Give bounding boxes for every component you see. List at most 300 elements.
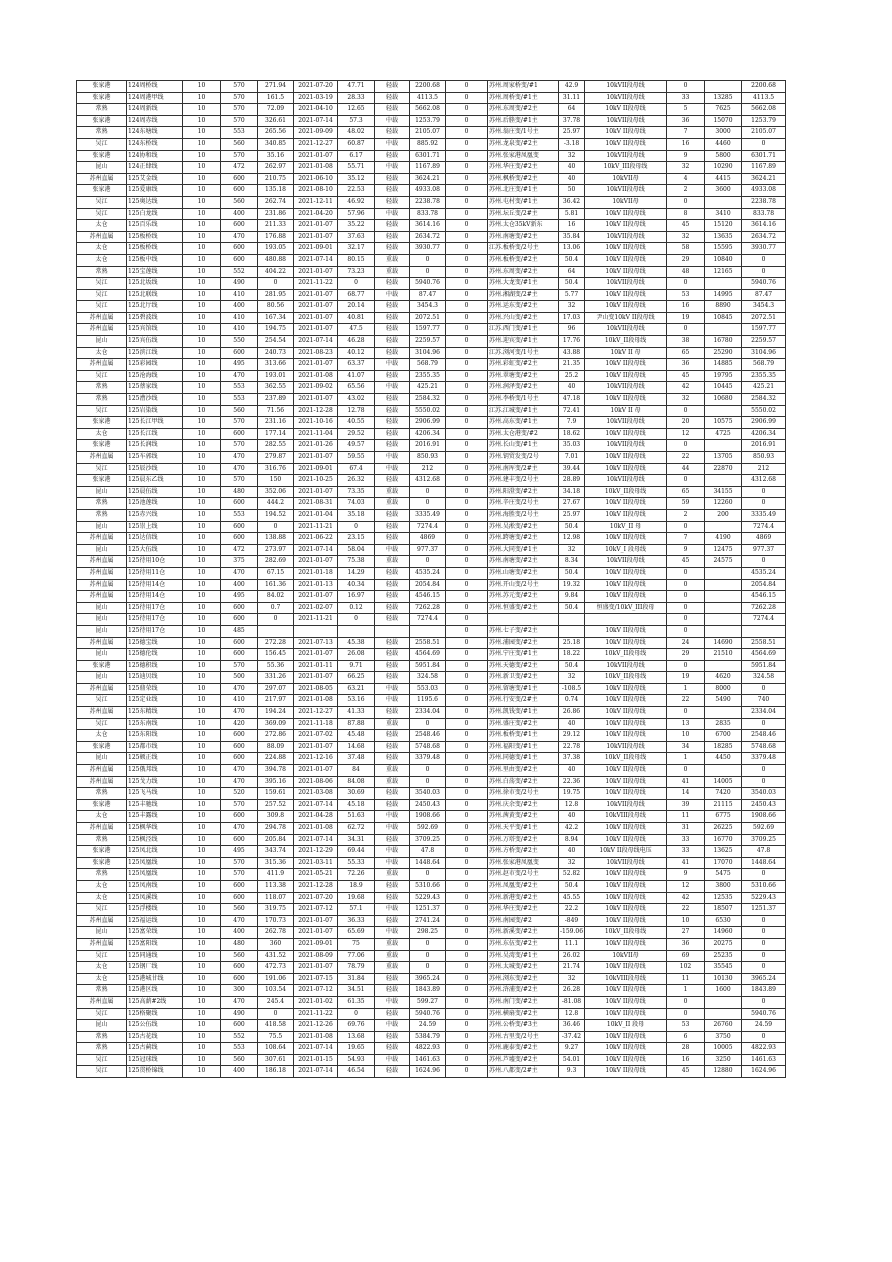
substation-transformer-cell: 苏州.东伍变/#2主 — [488, 938, 559, 950]
load-rate-cell: 19.68 — [338, 892, 375, 904]
rated-current-cell: 410 — [221, 324, 258, 336]
zero-cell: 0 — [446, 254, 488, 266]
voltage-cell: 10 — [183, 753, 221, 765]
user-count-cell: 0 — [667, 567, 705, 579]
table-row — [77, 869, 786, 881]
line-name-cell: 125待用17仓 — [127, 602, 183, 614]
zero-cell: 0 — [446, 591, 488, 603]
peak-date-cell: 2021-05-21 — [294, 869, 338, 881]
substation-transformer-cell: 苏州.苏元变/#2主 — [488, 591, 559, 603]
line-name-cell: 125板中线 — [127, 254, 183, 266]
substation-transformer-cell: 苏州.凤凰变/#2主 — [488, 880, 559, 892]
rated-current-cell: 490 — [221, 1008, 258, 1020]
max-current-cell: 170.73 — [258, 915, 294, 927]
busbar-cell: 10kV II段母线 — [585, 266, 667, 278]
load-status-cell: 中载 — [375, 811, 410, 823]
available-capacity-cell: 324.58 — [410, 672, 446, 684]
load-status-cell: 中载 — [375, 1020, 410, 1032]
district-cell: 昆山 — [77, 927, 127, 939]
load-rate-cell: 78.79 — [338, 962, 375, 974]
peak-date-cell: 2021-01-07 — [294, 231, 338, 243]
installed-capacity-cell: 5800 — [705, 150, 742, 162]
installed-capacity-cell — [705, 707, 742, 719]
rated-current-cell: 600 — [221, 173, 258, 185]
line-name-cell: 125同通线 — [127, 950, 183, 962]
load-rate-cell: 57.1 — [338, 904, 375, 916]
user-count-cell: 0 — [667, 81, 705, 93]
transformer-margin-cell: 27.67 — [559, 498, 585, 510]
peak-date-cell: 2021-07-15 — [294, 973, 338, 985]
substation-transformer-cell: 苏州.周桥变/#1主 — [488, 92, 559, 104]
user-count-cell: 33 — [667, 92, 705, 104]
load-rate-cell: 14.68 — [338, 741, 375, 753]
transformer-margin-cell: 9.84 — [559, 591, 585, 603]
zero-cell: 0 — [446, 707, 488, 719]
open-capacity-cell: 7262.28 — [742, 602, 786, 614]
available-capacity-cell: 1624.96 — [410, 1066, 446, 1078]
peak-date-cell: 2021-06-22 — [294, 533, 338, 545]
open-capacity-cell: 3930.77 — [742, 243, 786, 255]
voltage-cell: 10 — [183, 382, 221, 394]
transformer-margin-cell: 34.18 — [559, 486, 585, 498]
open-capacity-cell: 0 — [742, 765, 786, 777]
rated-current-cell: 300 — [221, 985, 258, 997]
zero-cell: 0 — [446, 904, 488, 916]
user-count-cell: 1 — [667, 753, 705, 765]
load-status-cell: 重载 — [375, 950, 410, 962]
voltage-cell: 10 — [183, 579, 221, 591]
installed-capacity-cell: 10575 — [705, 417, 742, 429]
rated-current-cell: 553 — [221, 127, 258, 139]
zero-cell: 0 — [446, 394, 488, 406]
line-name-cell: 125丰驰线 — [127, 799, 183, 811]
open-capacity-cell: 5940.76 — [742, 1008, 786, 1020]
installed-capacity-cell: 18507 — [705, 904, 742, 916]
open-capacity-cell: 0 — [742, 1031, 786, 1043]
substation-transformer-cell: 苏州.龙泉变/#2主 — [488, 138, 559, 150]
rated-current-cell: 470 — [221, 996, 258, 1008]
district-cell: 苏州直属 — [77, 173, 127, 185]
peak-date-cell: 2021-01-07 — [294, 927, 338, 939]
peak-date-cell: 2021-01-07 — [294, 591, 338, 603]
user-count-cell: 6 — [667, 1031, 705, 1043]
district-cell: 太仓 — [77, 428, 127, 440]
peak-date-cell: 2021-08-06 — [294, 776, 338, 788]
line-name-cell: 125宾馆线 — [127, 324, 183, 336]
line-name-cell: 125枫泾线 — [127, 834, 183, 846]
line-name-cell: 125迪贝线 — [127, 672, 183, 684]
substation-transformer-cell: 苏州.张家港凤凰变 — [488, 857, 559, 869]
rated-current-cell: 600 — [221, 834, 258, 846]
busbar-cell: 10kVII母 — [585, 173, 667, 185]
transformer-margin-cell: 47.18 — [559, 394, 585, 406]
transformer-margin-cell — [559, 614, 585, 626]
voltage-cell: 10 — [183, 927, 221, 939]
substation-transformer-cell: 苏州.凯钱变/#1主 — [488, 707, 559, 719]
line-name-cell: 125碧波线 — [127, 312, 183, 324]
user-count-cell: 32 — [667, 231, 705, 243]
open-capacity-cell: 3454.3 — [742, 301, 786, 313]
user-count-cell: 32 — [667, 394, 705, 406]
table-row — [77, 440, 786, 452]
district-cell: 昆山 — [77, 614, 127, 626]
busbar-cell: 10kV II段母线 — [585, 834, 667, 846]
open-capacity-cell: 7274.4 — [742, 614, 786, 626]
transformer-margin-cell: 28.89 — [559, 475, 585, 487]
load-rate-cell: 0 — [338, 1008, 375, 1020]
peak-date-cell: 2021-11-21 — [294, 614, 338, 626]
table-row — [77, 1008, 786, 1020]
installed-capacity-cell: 4460 — [705, 138, 742, 150]
busbar-cell: 10kV II段母线 — [585, 394, 667, 406]
line-name-cell: 125岩染线 — [127, 405, 183, 417]
substation-transformer-cell: 苏州.鹿泰变/#2主 — [488, 1043, 559, 1055]
open-capacity-cell: 0 — [742, 869, 786, 881]
zero-cell: 0 — [446, 185, 488, 197]
open-capacity-cell: 0 — [742, 556, 786, 568]
line-name-cell: 125漕沙线 — [127, 394, 183, 406]
open-capacity-cell: 0 — [742, 996, 786, 1008]
rated-current-cell: 495 — [221, 846, 258, 858]
line-name-cell: 125飞马线 — [127, 788, 183, 800]
peak-date-cell: 2021-08-05 — [294, 683, 338, 695]
district-cell: 吴江 — [77, 278, 127, 290]
zero-cell: 0 — [446, 765, 488, 777]
installed-capacity-cell: 20275 — [705, 938, 742, 950]
zero-cell: 0 — [446, 359, 488, 371]
line-name-cell: 125待用10仓 — [127, 556, 183, 568]
installed-capacity-cell: 34155 — [705, 486, 742, 498]
user-count-cell: 0 — [667, 996, 705, 1008]
transformer-margin-cell: 35.84 — [559, 231, 585, 243]
open-capacity-cell: 0 — [742, 683, 786, 695]
substation-transformer-cell: 苏州.庆余变/#2主 — [488, 799, 559, 811]
user-count-cell: 41 — [667, 857, 705, 869]
peak-date-cell: 2021-11-04 — [294, 428, 338, 440]
zero-cell: 0 — [446, 301, 488, 313]
open-capacity-cell: 87.47 — [742, 289, 786, 301]
line-name-cell: 125定业线 — [127, 695, 183, 707]
voltage-cell: 10 — [183, 127, 221, 139]
user-count-cell: 0 — [667, 660, 705, 672]
load-status-cell: 中载 — [375, 683, 410, 695]
available-capacity-cell: 3614.16 — [410, 220, 446, 232]
open-capacity-cell: 1251.37 — [742, 904, 786, 916]
transformer-margin-cell: -159.06 — [559, 927, 585, 939]
peak-date-cell: 2021-03-08 — [294, 788, 338, 800]
load-status-cell: 轻载 — [375, 231, 410, 243]
line-name-cell: 125百乐线 — [127, 220, 183, 232]
busbar-cell: 10kVII段母线 — [585, 417, 667, 429]
open-capacity-cell: 2548.46 — [742, 730, 786, 742]
user-count-cell: 9 — [667, 869, 705, 881]
rated-current-cell: 570 — [221, 81, 258, 93]
installed-capacity-cell — [705, 1008, 742, 1020]
rated-current-cell: 520 — [221, 788, 258, 800]
zero-cell: 0 — [446, 880, 488, 892]
peak-date-cell: 2021-01-07 — [294, 289, 338, 301]
zero-cell: 0 — [446, 544, 488, 556]
available-capacity-cell: 553.03 — [410, 683, 446, 695]
voltage-cell: 10 — [183, 567, 221, 579]
district-cell: 昆山 — [77, 753, 127, 765]
district-cell: 常熟 — [77, 869, 127, 881]
user-count-cell: 42 — [667, 892, 705, 904]
load-status-cell: 轻载 — [375, 173, 410, 185]
district-cell: 苏州直属 — [77, 567, 127, 579]
max-current-cell: 331.26 — [258, 672, 294, 684]
load-rate-cell: 35.12 — [338, 173, 375, 185]
available-capacity-cell: 5310.66 — [410, 880, 446, 892]
substation-transformer-cell: 苏州.枫桥变/#2主 — [488, 173, 559, 185]
load-rate-cell: 55.71 — [338, 162, 375, 174]
line-name-cell: 125艾金线 — [127, 173, 183, 185]
busbar-cell: 10kV_II段母线 — [585, 486, 667, 498]
district-cell: 苏州直属 — [77, 312, 127, 324]
load-status-cell: 中载 — [375, 115, 410, 127]
available-capacity-cell: 2355.35 — [410, 370, 446, 382]
user-count-cell: 41 — [667, 776, 705, 788]
user-count-cell: 0 — [667, 405, 705, 417]
installed-capacity-cell — [705, 996, 742, 1008]
busbar-cell: 10kV_II 母 — [585, 521, 667, 533]
user-count-cell: 0 — [667, 440, 705, 452]
transformer-margin-cell: 52.82 — [559, 869, 585, 881]
district-cell: 张家港 — [77, 115, 127, 127]
load-status-cell: 轻载 — [375, 278, 410, 290]
open-capacity-cell: 0 — [742, 266, 786, 278]
rated-current-cell: 470 — [221, 823, 258, 835]
substation-transformer-cell: 苏州.行安变/2#主 — [488, 695, 559, 707]
user-count-cell: 22 — [667, 904, 705, 916]
peak-date-cell: 2021-01-07 — [294, 915, 338, 927]
table-row — [77, 707, 786, 719]
transformer-margin-cell: 32 — [559, 301, 585, 313]
peak-date-cell: 2021-01-08 — [294, 823, 338, 835]
open-capacity-cell: 2355.35 — [742, 370, 786, 382]
open-capacity-cell: 977.37 — [742, 544, 786, 556]
voltage-cell: 10 — [183, 220, 221, 232]
zero-cell: 0 — [446, 567, 488, 579]
load-rate-cell: 18.9 — [338, 880, 375, 892]
line-name-cell: 124正肆线 — [127, 162, 183, 174]
substation-transformer-cell: 苏州.浦园变/#2主 — [488, 637, 559, 649]
zero-cell: 0 — [446, 660, 488, 672]
voltage-cell: 10 — [183, 509, 221, 521]
line-name-cell: 125待用17仓 — [127, 614, 183, 626]
peak-date-cell: 2021-01-18 — [294, 567, 338, 579]
available-capacity-cell: 592.69 — [410, 823, 446, 835]
max-current-cell: 0 — [258, 278, 294, 290]
max-current-cell — [258, 625, 294, 637]
district-cell: 吴江 — [77, 904, 127, 916]
user-count-cell: 58 — [667, 243, 705, 255]
open-capacity-cell: 1253.79 — [742, 115, 786, 127]
rated-current-cell: 600 — [221, 521, 258, 533]
max-current-cell: 84.02 — [258, 591, 294, 603]
line-name-cell: 125白龙线 — [127, 208, 183, 220]
open-capacity-cell: 0 — [742, 254, 786, 266]
table-row — [77, 370, 786, 382]
load-status-cell: 轻载 — [375, 405, 410, 417]
max-current-cell: 176.88 — [258, 231, 294, 243]
load-status-cell: 轻载 — [375, 475, 410, 487]
table-row — [77, 776, 786, 788]
user-count-cell: 59 — [667, 498, 705, 510]
max-current-cell: 55.36 — [258, 660, 294, 672]
load-status-cell: 重载 — [375, 869, 410, 881]
voltage-cell: 10 — [183, 475, 221, 487]
max-current-cell: 75.5 — [258, 1031, 294, 1043]
busbar-cell: 10kV II段母线 — [585, 695, 667, 707]
rated-current-cell: 480 — [221, 486, 258, 498]
rated-current-cell: 560 — [221, 405, 258, 417]
installed-capacity-cell: 6530 — [705, 915, 742, 927]
user-count-cell: 0 — [667, 521, 705, 533]
rated-current-cell: 570 — [221, 150, 258, 162]
installed-capacity-cell: 14960 — [705, 927, 742, 939]
line-name-cell: 125待用11仓 — [127, 567, 183, 579]
installed-capacity-cell: 14995 — [705, 289, 742, 301]
max-current-cell: 194.75 — [258, 324, 294, 336]
load-rate-cell: 40.34 — [338, 579, 375, 591]
open-capacity-cell: 1461.63 — [742, 1054, 786, 1066]
line-name-cell: 125池莲线 — [127, 498, 183, 510]
max-current-cell: 161.5 — [258, 92, 294, 104]
peak-date-cell: 2021-08-31 — [294, 498, 338, 510]
zero-cell: 0 — [446, 730, 488, 742]
user-count-cell: 36 — [667, 359, 705, 371]
max-current-cell: 186.18 — [258, 1066, 294, 1078]
table-row — [77, 1054, 786, 1066]
busbar-cell: 10kVII段母线 — [585, 660, 667, 672]
zero-cell: 0 — [446, 266, 488, 278]
district-cell: 苏州直属 — [77, 683, 127, 695]
user-count-cell: 28 — [667, 1043, 705, 1055]
zero-cell: 0 — [446, 138, 488, 150]
load-status-cell: 轻载 — [375, 521, 410, 533]
peak-date-cell: 2021-01-07 — [294, 649, 338, 661]
max-current-cell: 362.55 — [258, 382, 294, 394]
user-count-cell: 36 — [667, 938, 705, 950]
available-capacity-cell: 212 — [410, 463, 446, 475]
open-capacity-cell: 1843.89 — [742, 985, 786, 997]
voltage-cell: 10 — [183, 498, 221, 510]
open-capacity-cell: 4113.5 — [742, 92, 786, 104]
open-capacity-cell: 3379.48 — [742, 753, 786, 765]
busbar-cell: 10kV II段母线 — [585, 220, 667, 232]
voltage-cell: 10 — [183, 649, 221, 661]
installed-capacity-cell: 13635 — [705, 231, 742, 243]
load-rate-cell: 75 — [338, 938, 375, 950]
zero-cell: 0 — [446, 1043, 488, 1055]
substation-transformer-cell: 苏州.南门变/#2主 — [488, 996, 559, 1008]
available-capacity-cell — [410, 625, 446, 637]
user-count-cell: 0 — [667, 707, 705, 719]
user-count-cell: 1 — [667, 683, 705, 695]
voltage-cell: 10 — [183, 440, 221, 452]
load-rate-cell: 37.63 — [338, 231, 375, 243]
user-count-cell: 36 — [667, 115, 705, 127]
rated-current-cell: 570 — [221, 115, 258, 127]
zero-cell: 0 — [446, 475, 488, 487]
peak-date-cell: 2021-07-14 — [294, 544, 338, 556]
available-capacity-cell: 0 — [410, 950, 446, 962]
line-name-cell: 125待用17仓 — [127, 625, 183, 637]
load-status-cell: 重载 — [375, 556, 410, 568]
voltage-cell: 10 — [183, 788, 221, 800]
substation-transformer-cell: 苏州.阳澄变/#2主 — [488, 486, 559, 498]
busbar-cell: 10kV II段母线 — [585, 208, 667, 220]
transformer-margin-cell: 43.88 — [559, 347, 585, 359]
district-cell: 苏州直属 — [77, 938, 127, 950]
available-capacity-cell: 1195.6 — [410, 695, 446, 707]
rated-current-cell: 600 — [221, 243, 258, 255]
table-row — [77, 463, 786, 475]
rated-current-cell: 400 — [221, 579, 258, 591]
busbar-cell: 10kV_II 段母 — [585, 1020, 667, 1032]
max-current-cell: 431.52 — [258, 950, 294, 962]
rated-current-cell: 400 — [221, 208, 258, 220]
load-rate-cell: 47.71 — [338, 81, 375, 93]
peak-date-cell: 2021-08-10 — [294, 185, 338, 197]
line-name-cell: 125贯桥锦线 — [127, 1066, 183, 1078]
max-current-cell: 240.73 — [258, 347, 294, 359]
open-capacity-cell: 4535.24 — [742, 567, 786, 579]
substation-transformer-cell: 苏州.屯村变/#1主 — [488, 196, 559, 208]
voltage-cell: 10 — [183, 336, 221, 348]
available-capacity-cell: 833.78 — [410, 208, 446, 220]
voltage-cell: 10 — [183, 857, 221, 869]
table-row — [77, 672, 786, 684]
voltage-cell: 10 — [183, 1066, 221, 1078]
rated-current-cell: 470 — [221, 707, 258, 719]
district-cell: 昆山 — [77, 625, 127, 637]
busbar-cell: 10kVII段母线 — [585, 475, 667, 487]
voltage-cell: 10 — [183, 486, 221, 498]
table-row — [77, 359, 786, 371]
district-cell: 昆山 — [77, 602, 127, 614]
substation-transformer-cell: 苏州.万塔变/#2主 — [488, 834, 559, 846]
max-current-cell: 319.75 — [258, 904, 294, 916]
transformer-margin-cell: 31.11 — [559, 92, 585, 104]
peak-date-cell: 2021-07-14 — [294, 336, 338, 348]
load-status-cell: 中载 — [375, 359, 410, 371]
installed-capacity-cell: 10005 — [705, 1043, 742, 1055]
max-current-cell: 369.09 — [258, 718, 294, 730]
zero-cell: 0 — [446, 857, 488, 869]
busbar-cell: 10kVII段母线 — [585, 185, 667, 197]
district-cell: 太仓 — [77, 220, 127, 232]
busbar-cell: 10kV II段母线 — [585, 452, 667, 464]
substation-transformer-cell: 苏州.润泽变/#2主 — [488, 382, 559, 394]
rated-current-cell: 570 — [221, 660, 258, 672]
available-capacity-cell: 4312.68 — [410, 475, 446, 487]
user-count-cell: 45 — [667, 1066, 705, 1078]
substation-transformer-cell: 苏州.茜黄变/#2主 — [488, 811, 559, 823]
busbar-cell: 10kVIII段母线 — [585, 811, 667, 823]
zero-cell: 0 — [446, 1066, 488, 1078]
peak-date-cell: 2021-09-01 — [294, 243, 338, 255]
installed-capacity-cell: 3800 — [705, 880, 742, 892]
district-cell: 张家港 — [77, 660, 127, 672]
peak-date-cell: 2021-12-26 — [294, 1020, 338, 1032]
rated-current-cell: 600 — [221, 730, 258, 742]
load-status-cell: 重载 — [375, 498, 410, 510]
open-capacity-cell: 2054.84 — [742, 579, 786, 591]
open-capacity-cell: 0 — [742, 718, 786, 730]
peak-date-cell: 2021-01-08 — [294, 1031, 338, 1043]
